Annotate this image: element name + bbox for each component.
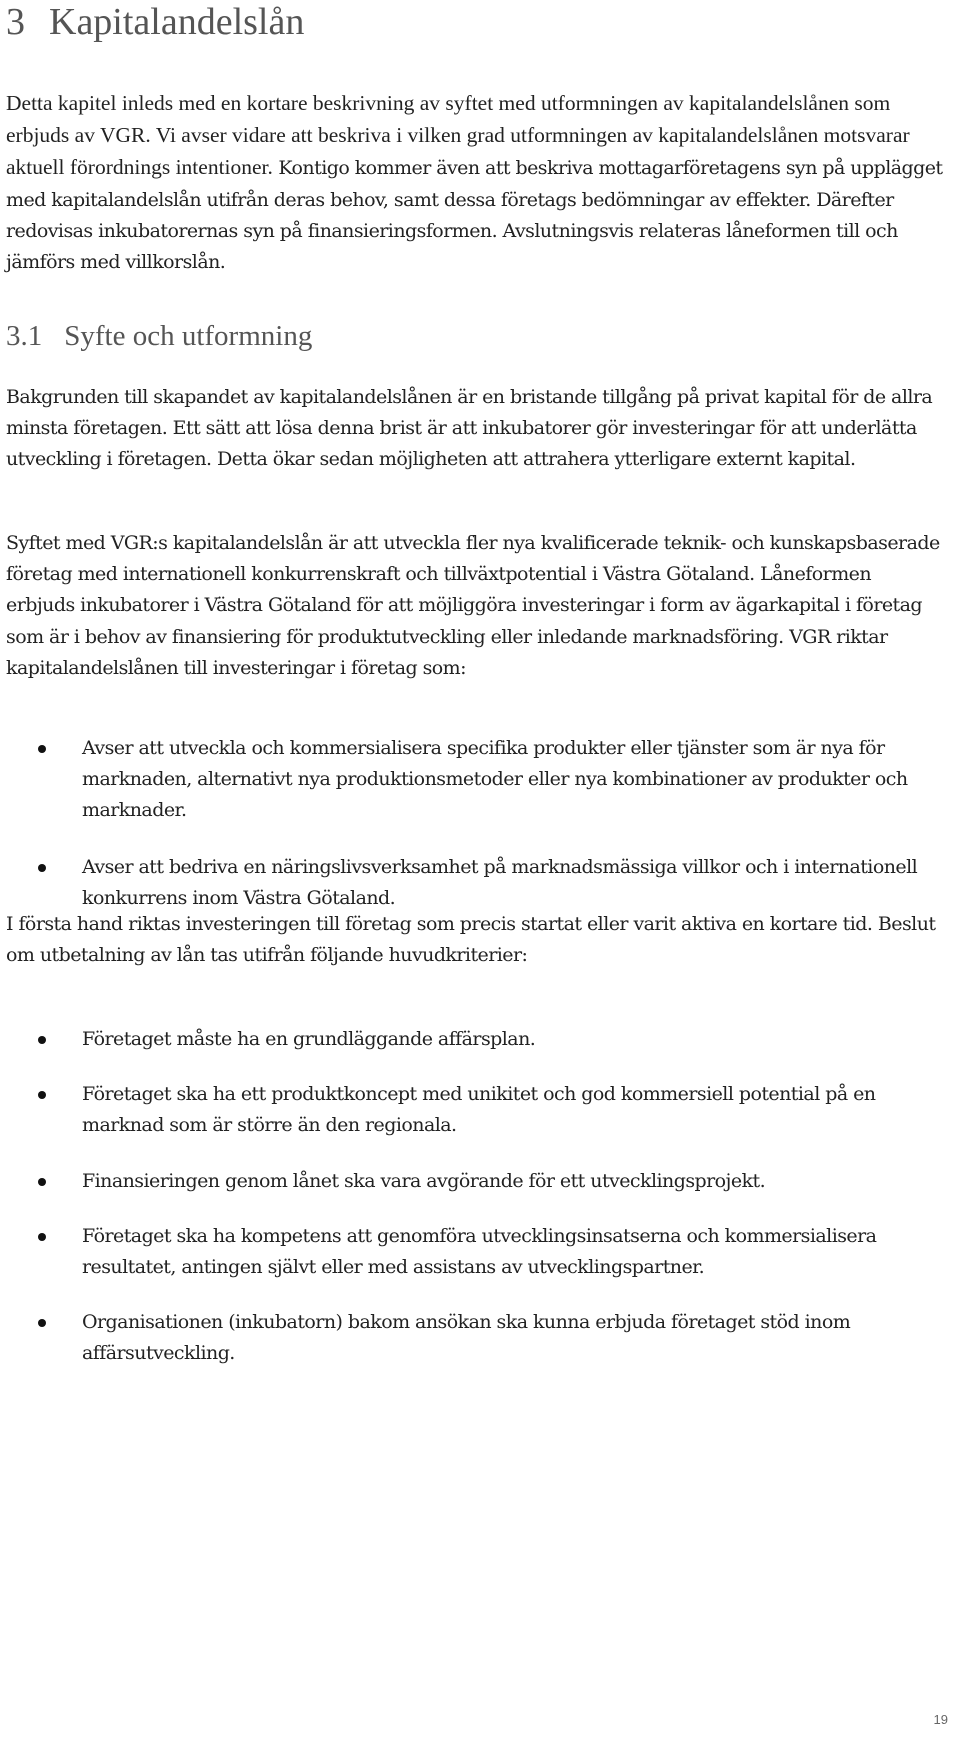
- section-number: 3.1: [6, 320, 43, 352]
- bullet-icon: [38, 1233, 46, 1241]
- chapter-number: 3: [6, 1, 25, 43]
- list-item: [6, 1024, 942, 1055]
- list-item-text: Företaget ska ha kompetens att genomföra utvecklingsinsatserna och kommersialisera resultatet, antingen självt eller med assistans av utvecklingspartner.: [82, 1224, 877, 1279]
- intro-text-part-2: Kontigo kommer även att beskriva mottagarföretagens syn på upplägget med kapitalandelslån utifrån deras behov, samt dessa företags bedömningar av effekter. Därefter redovisas inkubatorernas syn på finansieringsformen. Avslutningsvis relateras låneformen till och jämförs med villkorslån.: [6, 157, 943, 274]
- chapter-title: Kapitalandelslån: [49, 1, 305, 43]
- intro-text-part-1: Detta kapitel inleds med en kortare beskrivning av syftet med utformningen av kapitalandelslånen som erbjuds av VGR. Vi avser vidare att beskriva i vilken grad utformningen av kapitalandelslånen motsvarar aktuell förordnings intentioner.: [6, 91, 910, 180]
- bullet-icon: [38, 864, 46, 872]
- paragraph-syfte: Syftet med VGR:s kapitalandelslån är att utveckla fler nya kvalificerade teknik- och kunskapsbaserade företag med internationell konkurrenskraft och tillväxtpotential i Västra Götaland. Låneformen erbjuds inkubatorer i Västra Götaland för att möjliggöra investeringar i form av ägarkapital i företag som är i behov av finansiering för produktutveckling eller inledande marknadsföring. VGR riktar kapitalandelslånen till investeringar i företag som:: [6, 532, 940, 679]
- list-item-text: Finansieringen genom lånet ska vara avgörande för ett utvecklingsprojekt.: [82, 1169, 766, 1192]
- list-item: [6, 1079, 942, 1141]
- section-heading: [6, 318, 312, 354]
- bullet-icon: [38, 1091, 46, 1099]
- list-item-text: Organisationen (inkubatorn) bakom ansökan ska kunna erbjuda företaget stöd inom affärsutveckling.: [82, 1311, 851, 1365]
- list-item: [6, 733, 942, 827]
- chapter-heading: [6, 0, 304, 44]
- bullet-icon: [38, 1036, 46, 1044]
- section-title: Syfte och utformning: [64, 320, 313, 352]
- list-item: [6, 1221, 942, 1283]
- bullet-icon: [38, 1319, 46, 1327]
- list-item-text: Företaget måste ha en grundläggande affärsplan.: [82, 1028, 536, 1050]
- paragraph-i-forsta-hand: I första hand riktas investeringen till företag som precis startat eller varit aktiva en kortare tid. Beslut om utbetalning av lån tas utifrån följande huvudkriterier:: [6, 913, 936, 967]
- bullet-list-criteria: [6, 1024, 942, 1394]
- bullet-icon: [38, 1178, 46, 1186]
- intro-paragraph: [6, 88, 946, 278]
- list-item: [6, 1307, 942, 1369]
- bullet-icon: [38, 745, 46, 753]
- list-item-text: Avser att utveckla och kommersialisera specifika produkter eller tjänster som är nya för marknaden, alternativt nya produktionsmetoder eller nya kombinationer av produkter och marknader.: [82, 737, 908, 822]
- list-item: [6, 1166, 942, 1197]
- list-item-text: Avser att bedriva en näringslivsverksamhet på marknadsmässiga villkor och i internationell konkurrens inom Västra Götaland.: [82, 855, 918, 909]
- paragraph-bakgrund: Bakgrunden till skapandet av kapitalandelslånen är en bristande tillgång på privat kapital för de allra minsta företagen. Ett sätt att lösa denna brist är att inkubatorer gör investeringar för att underlätta utveckling i företagen. Detta ökar sedan möjligheten att attrahera ytterligare externt kapital.: [6, 386, 933, 471]
- bullet-list-target-companies: [6, 733, 942, 914]
- list-item-text: Företaget ska ha ett produktkoncept med unikitet och god kommersiell potential på en marknad som är större än den regionala.: [82, 1083, 876, 1137]
- page-number: 19: [933, 1712, 948, 1727]
- list-item: [6, 852, 942, 914]
